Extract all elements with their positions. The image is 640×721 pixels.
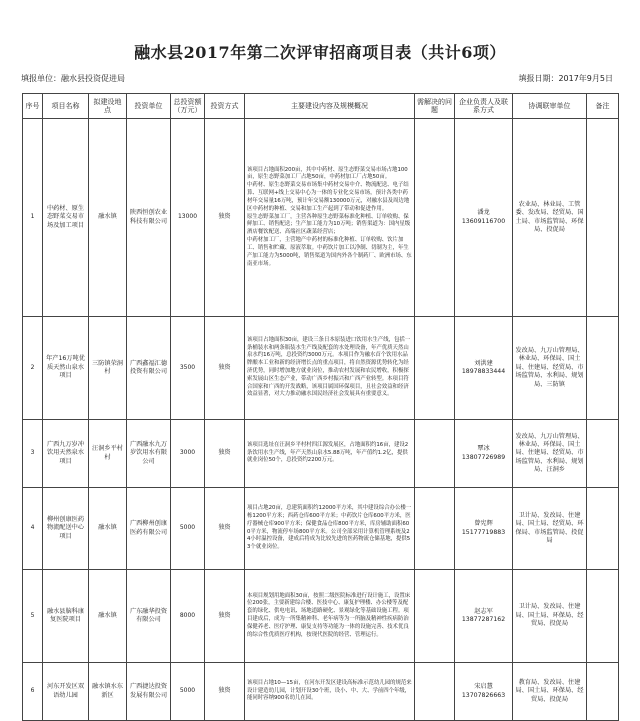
coordinating-agencies: 发改局、九万山管理局、林业局、环保局、国土局、住建局、经贸局、市场监管局、水利局、规划局、汪洞乡 [513, 420, 587, 488]
column-header: 备注 [587, 94, 619, 119]
contact-name: 曾宪辉 [474, 520, 493, 528]
overview-paragraph: 该项目选址在汪洞乡平村村四江源发展区，占地面积约16亩，建设2条饮用水生产线，年产天然山泉水5.88万吨，年产值约1.2亿，提供就业岗位50个，总投资约2200万元。 [247, 441, 409, 464]
contact-name: 赵志军 [474, 607, 493, 615]
project-name: 年产16万吨优质天然山泉水项目 [43, 317, 89, 420]
investment-mode: 独资 [205, 663, 245, 721]
table-row [23, 119, 619, 317]
project-name: 中药材、原生态野菜交易市场及加工项目 [43, 119, 89, 317]
column-header: 需解决的问题 [415, 94, 455, 119]
column-header: 协调联审单位 [513, 94, 587, 119]
overview-paragraph: 项目占地20亩，总建筑面积约12000平方米，其中建设综合办公楼一栋1200平方米；西药仓库600平方米；中药饮片仓库600平方米，医疗器械仓库900平方米；保健食品仓库800平方米，库房辅助面积600平方米，物流停车场800平方米。公司全部采用计算机管理系统及24小时温控设备，建成后将成为比较先进的医药物流仓储基地，提供53个就业岗位。 [247, 505, 412, 551]
overview-paragraph: 中药材加工厂，主营地产中药材的标准化种植、订单收购、饮片加工、销售和贮藏、原液萃取。中药饮片加工以净制、切制为主，年生产加工能力为5000吨，销售渠道为国内外各个制药厂、欧洲市场、东南亚市场。 [247, 237, 412, 267]
coordinating-agencies: 卫计局、发改局、住建局、国土局、环保局、经贸局、投促局 [513, 570, 587, 663]
issues-to-resolve [415, 663, 455, 721]
contact-name: 刘洪建 [474, 359, 493, 367]
table-row [23, 570, 619, 663]
remark [587, 317, 619, 420]
remark [587, 570, 619, 663]
project-location: 融水镇水东新区 [89, 663, 127, 721]
contact [455, 317, 513, 420]
issues-to-resolve [415, 420, 455, 488]
investment-mode: 独资 [205, 488, 245, 570]
investor: 广东融华投资有限公司 [127, 570, 171, 663]
project-location: 融水镇 [89, 488, 127, 570]
contact [455, 663, 513, 721]
column-header: 投资方式 [205, 94, 245, 119]
investor: 广西捷达投资发展有限公司 [127, 663, 171, 721]
column-header: 投资单位 [127, 94, 171, 119]
contact [455, 119, 513, 317]
remark [587, 488, 619, 570]
row-number: 3 [23, 420, 43, 488]
contact-name: 宋启慧 [474, 683, 493, 691]
project-overview [245, 488, 415, 570]
contact-phone: 13877287162 [461, 616, 506, 623]
table-row [23, 663, 619, 721]
total-investment: 5000 [171, 488, 205, 570]
remark [587, 119, 619, 317]
overview-paragraph: 该项目占地面积30亩，建设三条日本原装进口饮用水生产线，包括一条桶装水和两条瓶装水生产线及配套的水处理设备，年产优质天然山泉水约16万吨，总投资约3000万元。本项目作为融水首个饮用水品牌酿本工业和新的经济增长点的重点项目，将自然资源优势转化为经济优势，同时增加地方就业岗位，推动农村发展和农民增收，积极探索发展山区生态产业，带动广西乡村振兴和广西产业转型。本项目符合国家和广西的开发战略，该项目属国环保项目，且社会效益和经济效益显著，对大力推动融水国民经济社会发展具有重要意义。 [247, 336, 411, 398]
contact-phone: 13707826663 [461, 691, 506, 699]
investor: 广西融水九万岁饮用水有限公司 [127, 420, 171, 488]
project-location: 融水镇 [89, 570, 127, 663]
investment-mode: 独资 [205, 570, 245, 663]
project-overview [245, 420, 415, 488]
remark [587, 663, 619, 721]
project-location: 汪洞乡平村村 [89, 420, 127, 488]
remark [587, 420, 619, 488]
contact [455, 570, 513, 663]
coordinating-agencies: 发改局、九万山管理局、林业局、环保局、国土局、住建局、经贸局、市场监管局、水利局、规划局、三防镇 [513, 317, 587, 420]
contact-name: 覃冰 [477, 445, 490, 453]
contact-name: 潘龙 [477, 209, 490, 217]
total-investment: 5000 [171, 663, 205, 721]
investor: 广西柳州创康医药有限公司 [127, 488, 171, 570]
project-overview [245, 663, 415, 721]
contact-phone: 13609116700 [461, 217, 506, 225]
investor: 陕西恒创农业科技有限公司 [127, 119, 171, 317]
contact [455, 488, 513, 570]
overview-paragraph: 原生态野菜加工厂，主营各种原生态野菜标准化种植、订单收购、保鲜加工、销售配送；生产加工能力为10万吨；销售渠道为：国内星级酒店餐饮配送、高端社区蔬菜经营店； [247, 213, 411, 236]
fill-date: 填报日期：2017年9月5日 [518, 74, 613, 83]
reporting-unit: 填报单位：融水县投资促进局 [21, 74, 125, 83]
project-overview [245, 570, 415, 663]
row-number: 5 [23, 570, 43, 663]
investment-mode: 独资 [205, 119, 245, 317]
project-name: 柳州创康医药物流配送中心项目 [43, 488, 89, 570]
document-title: 融水县2017年第二次评审招商项目表（共计6项） [134, 43, 506, 62]
column-header: 企业负责人及联系方式 [455, 94, 513, 119]
issues-to-resolve [415, 119, 455, 317]
table-row [23, 488, 619, 570]
project-location: 三防镇荣洞村 [89, 317, 127, 420]
row-number: 1 [23, 119, 43, 317]
issues-to-resolve [415, 488, 455, 570]
project-table [22, 93, 619, 721]
investment-mode: 独资 [205, 317, 245, 420]
contact-phone: 18978833444 [461, 368, 506, 375]
total-investment: 3000 [171, 420, 205, 488]
contact-phone: 13807726989 [461, 453, 506, 461]
project-overview [245, 317, 415, 420]
overview-paragraph: 本项目规划用地面积30亩，按照二级医院标准进行设计施工，设置床位200张，主要新建综合楼、医技中心、康复护理楼、办公楼等及配套的绿化、供电电讯、场地道路硬化、景观绿化等基础设施工程。项目建成后，成为一所集精神科、老年病等为一所脑及精神性疾病防治保健养老、医疗护理、康复支持等功能为一体的设施完善、技术优良的综合性优质医疗机构，按现代医院的经营、管理运行。 [247, 592, 411, 638]
row-number: 2 [23, 317, 43, 420]
coordinating-agencies: 农业局、林业局、工管委、发改局、经贸局、国土局、市场监管局、环保局、投促局 [513, 119, 587, 317]
investor: 广西鑫福汇德投资有限公司 [127, 317, 171, 420]
issues-to-resolve [415, 570, 455, 663]
overview-paragraph: 中药材、原生态野菜交易市场集中药材交易中介、物流配送、电子结算、互联网+线上交易中心为一体的专业化交易市场，预计各类中药材年交易量16万吨，预计年交易额130000万元，对融水县及周边地区中药材的种植、交易和加工生产起到了带动和促进作用。 [247, 182, 410, 212]
total-investment: 3500 [171, 317, 205, 420]
column-header: 序号 [23, 94, 43, 119]
investment-mode: 独资 [205, 420, 245, 488]
column-header: 拟建设地点 [89, 94, 127, 119]
column-header: 项目名称 [43, 94, 89, 119]
issues-to-resolve [415, 317, 455, 420]
project-name: 融水县脑科康复医院项目 [43, 570, 89, 663]
coordinating-agencies: 教育局、发改局、住建局、国土局、环保局、经贸局、投促局 [513, 663, 587, 721]
total-investment: 13000 [171, 119, 205, 317]
contact-phone: 15177719883 [461, 528, 506, 536]
overview-paragraph: 该项目占地面积200亩，其中中药材、原生态野菜交易市场占地100亩，原生态野菜加工厂占地50亩，中药材加工厂占地50亩。 [247, 166, 408, 181]
project-name: 河东开发区双语幼儿园 [43, 663, 89, 721]
row-number: 6 [23, 663, 43, 721]
contact [455, 420, 513, 488]
project-name: 广西九万岁冲饮用天然泉水项目 [43, 420, 89, 488]
overview-paragraph: 该项目占地10—15亩，在河东开发区建设高标准示范幼儿园的规范来设计建造幼儿园，计划开设30个班，设小、中、大、学前四个年级，能同时容纳900名幼儿在园。 [247, 679, 412, 702]
project-overview [245, 119, 415, 317]
row-number: 4 [23, 488, 43, 570]
table-header-row [23, 94, 619, 119]
table-row [23, 420, 619, 488]
table-row [23, 317, 619, 420]
coordinating-agencies: 卫计局、发改局、住建局、国土局、经贸局、环保局、市场监管局、投促局 [513, 488, 587, 570]
project-location: 融水镇 [89, 119, 127, 317]
total-investment: 8000 [171, 570, 205, 663]
column-header: 主要建设内容及规模概况 [245, 94, 415, 119]
column-header: 总投资额（万元） [171, 94, 205, 119]
